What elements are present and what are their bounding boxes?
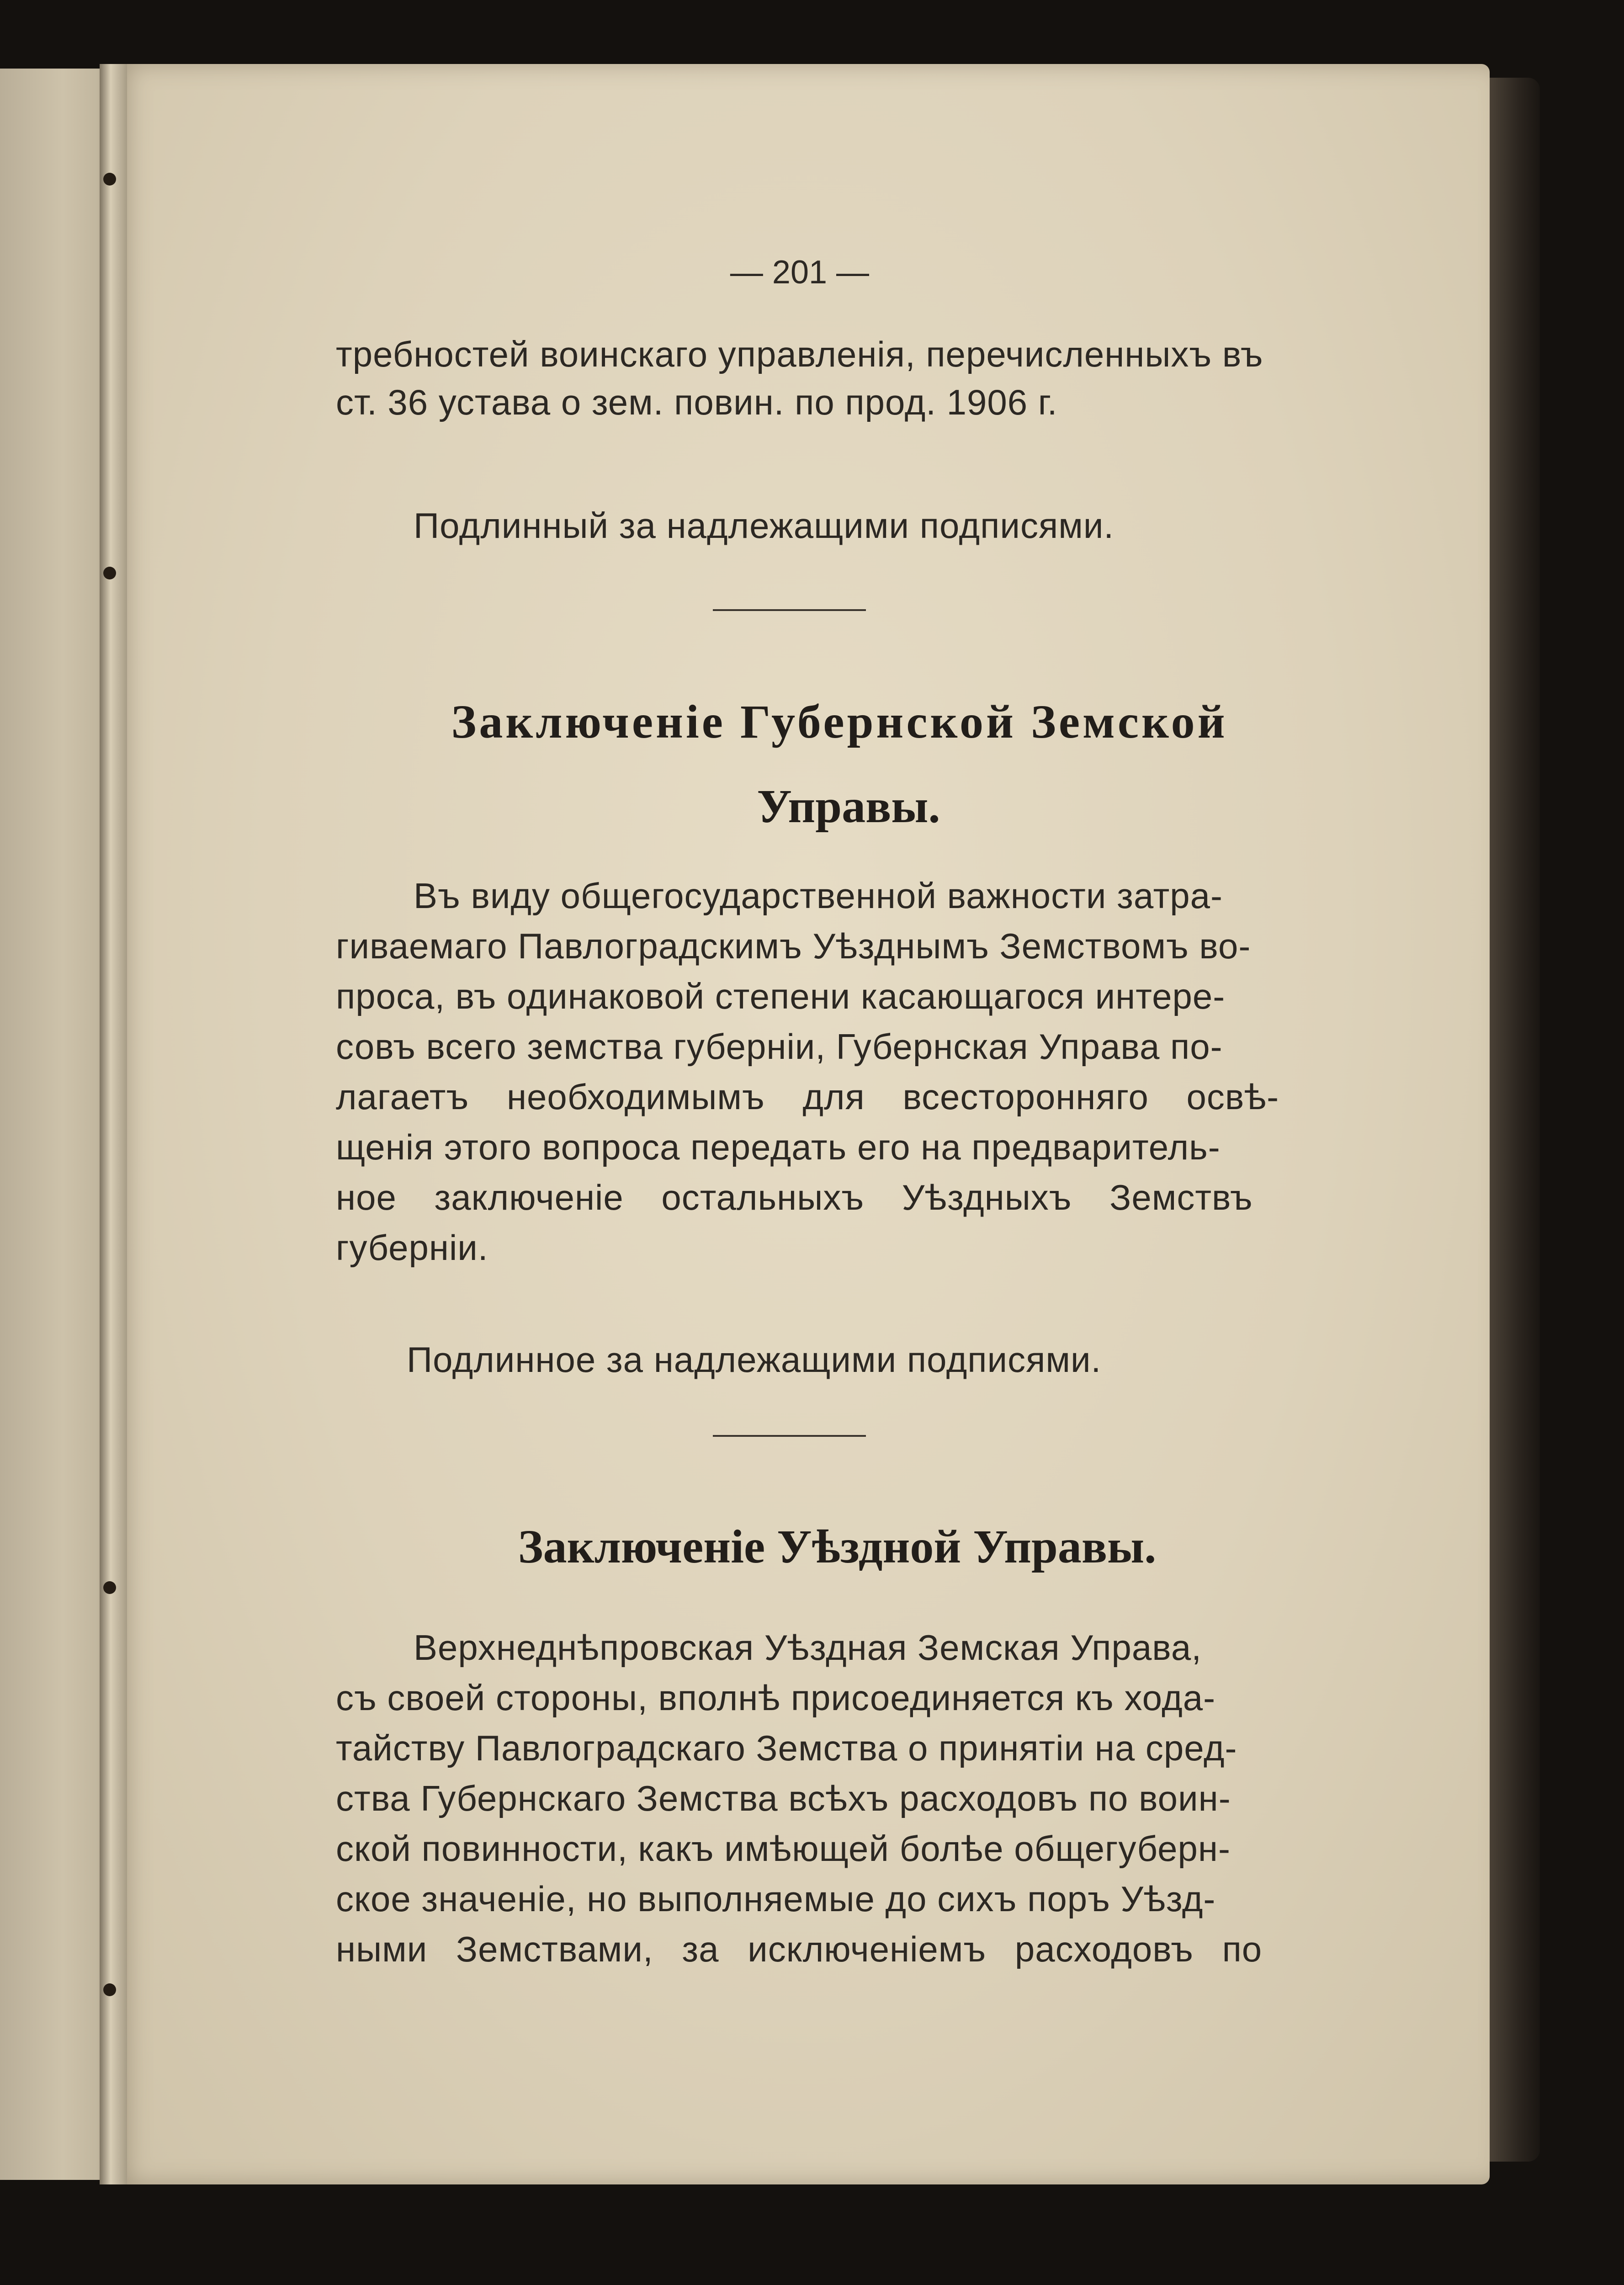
paragraph-line: тайству Павлоградскаго Земства о принятіи на сред- — [336, 1728, 1237, 1768]
book-cover-edge — [1490, 78, 1540, 2162]
page-number: — 201 — — [730, 254, 870, 291]
paragraph-line: ской повинности, какъ имѣющей болѣе общегуберн- — [336, 1828, 1231, 1869]
paragraph-line: щенія этого вопроса передать его на предваритель- — [336, 1127, 1221, 1167]
paragraph-line: ное заключеніе остальныхъ Уѣздныхъ Земствъ — [336, 1177, 1253, 1217]
paragraph-line — [336, 334, 1263, 375]
section-heading: Заключеніе Уѣздной Управы. — [518, 1520, 1157, 1573]
paragraph-line: губерніи. — [336, 1228, 488, 1268]
binding-mark — [103, 1983, 116, 1996]
paragraph-line: совъ всего земства губерніи, Губернская Управа по- — [336, 1026, 1223, 1067]
paragraph-line: гиваемаго Павлоградскимъ Уѣзднымъ Земствомъ во- — [336, 926, 1251, 966]
paragraph-line: проса, въ одинаковой степени касающагося интере- — [336, 976, 1226, 1016]
paragraph-line: съ своей стороны, вполнѣ присоединяется къ хода- — [336, 1678, 1216, 1718]
paragraph-line: ства Губернскаго Земства всѣхъ расходовъ по воин- — [336, 1778, 1231, 1818]
paragraph-line: лагаетъ необходимымъ для всесторонняго освѣ- — [336, 1077, 1279, 1117]
section-heading: Управы. — [757, 780, 940, 833]
binding-mark — [103, 567, 116, 579]
binding-mark — [103, 1581, 116, 1594]
previous-page-edge — [0, 69, 114, 2180]
paragraph-line: ское значеніе, но выполняемые до сихъ поръ Уѣзд- — [336, 1879, 1216, 1919]
paragraph-line: ными Земствами, за исключеніемъ расходовъ по — [336, 1929, 1263, 1969]
binding-mark — [103, 173, 116, 186]
line-text: требностей воинскаго управленія, перечисленныхъ въ — [336, 334, 1263, 374]
signature-note: Подлинное за надлежащими подписями. — [407, 1339, 1102, 1380]
paragraph-line: Въ виду общегосударственной важности затра- — [414, 876, 1223, 916]
section-heading: Заключеніе Губернской Земской — [451, 696, 1228, 748]
paragraph-line: ст. 36 устава о зем. повин. по прод. 1906 г. — [336, 382, 1058, 422]
signature-note: Подлинный за надлежащими подписями. — [414, 505, 1115, 546]
section-divider — [713, 1435, 866, 1437]
section-divider — [713, 609, 866, 611]
paragraph-line: Верхнеднѣпровская Уѣздная Земская Управа, — [414, 1627, 1202, 1668]
book-gutter — [100, 64, 127, 2184]
